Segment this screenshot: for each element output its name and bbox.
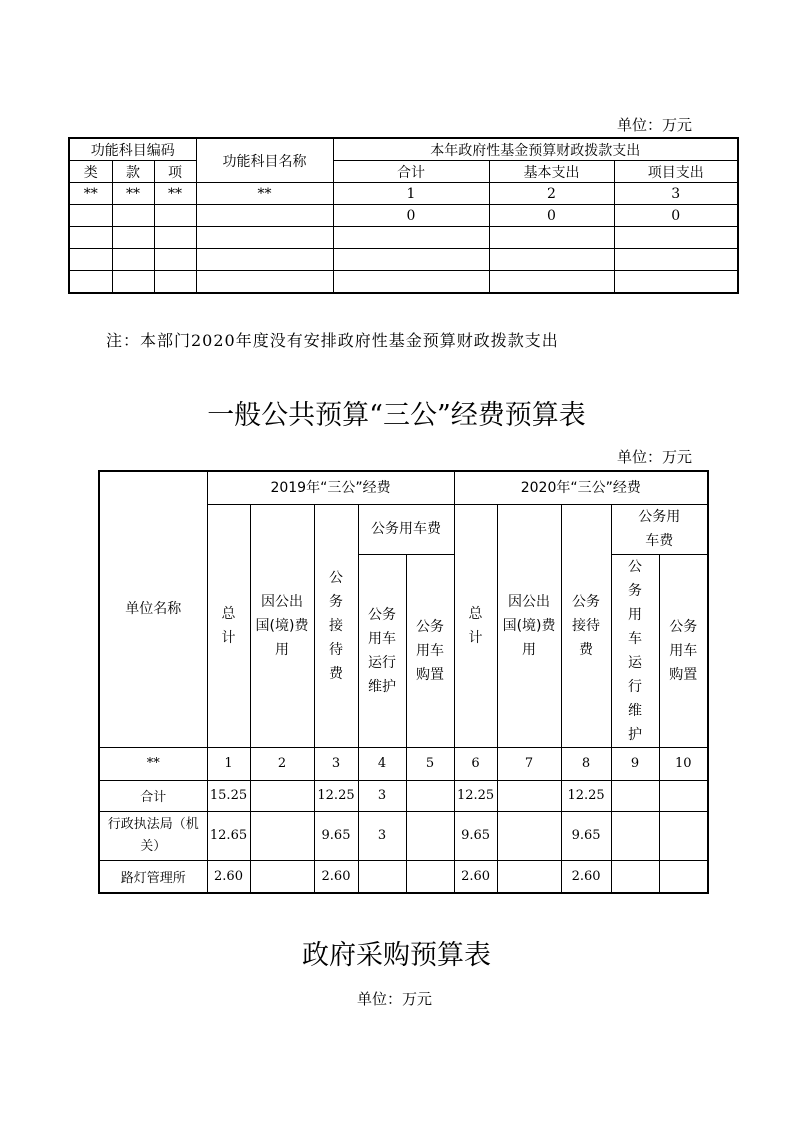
table-cell	[406, 860, 454, 893]
table-cell	[489, 227, 614, 249]
table-row	[69, 271, 738, 294]
header-2020-car-group: 公务用车费	[611, 504, 708, 554]
table-cell	[154, 205, 196, 227]
table-cell	[659, 780, 708, 811]
fund-unit-label: 单位：万元	[617, 116, 693, 134]
table-cell	[196, 249, 333, 271]
table-cell	[154, 249, 196, 271]
header-2019-car-group: 公务用车费	[358, 504, 454, 554]
index-cell: 3	[614, 183, 738, 205]
header-2020-total: 总计	[454, 504, 497, 747]
header-unit-name: 单位名称	[99, 471, 207, 747]
row-unit-name: 合计	[99, 780, 207, 811]
table-cell	[406, 780, 454, 811]
table-cell: 2.60	[207, 860, 250, 893]
table-cell	[614, 271, 738, 294]
table-cell	[358, 860, 406, 893]
header-2019-car-buy: 公务用车购置	[406, 554, 454, 747]
table-cell	[154, 227, 196, 249]
table-row	[69, 227, 738, 249]
table-cell	[250, 811, 314, 860]
table-cell	[69, 271, 112, 294]
table-row	[99, 780, 708, 811]
table-row	[69, 205, 738, 227]
header-expense-group: 本年政府性基金预算财政拨款支出	[333, 138, 738, 161]
fund-note: 注：本部门2020年度没有安排政府性基金预算财政拨款支出	[106, 331, 559, 350]
table-cell	[497, 811, 561, 860]
fund-budget-table	[68, 137, 739, 294]
table-row	[99, 811, 708, 860]
table-cell	[614, 227, 738, 249]
header-2019-abroad: 因公出国(境)费用	[250, 504, 314, 747]
header-2019-car-run: 公务用车运行维护	[358, 554, 406, 747]
index-cell: 8	[561, 747, 611, 780]
table-cell: 9.65	[314, 811, 358, 860]
index-cell: **	[112, 183, 154, 205]
table-cell: 2.60	[454, 860, 497, 893]
table-cell: 12.25	[454, 780, 497, 811]
table-cell: 3	[358, 780, 406, 811]
table-cell	[489, 271, 614, 294]
table-cell	[333, 271, 489, 294]
sangong-budget-table	[98, 470, 709, 894]
table-row	[69, 249, 738, 271]
index-cell: 1	[207, 747, 250, 780]
table-cell: 0	[333, 205, 489, 227]
table-cell: 9.65	[454, 811, 497, 860]
table-cell: 12.25	[314, 780, 358, 811]
header-kuan: 款	[112, 161, 154, 183]
index-cell: 1	[333, 183, 489, 205]
index-cell: **	[69, 183, 112, 205]
index-cell: 2	[250, 747, 314, 780]
index-cell: **	[196, 183, 333, 205]
table-cell	[489, 249, 614, 271]
table-cell	[112, 271, 154, 294]
header-basic: 基本支出	[489, 161, 614, 183]
table-cell: 12.65	[207, 811, 250, 860]
table-row	[99, 860, 708, 893]
sangong-title: 一般公共预算“三公”经费预算表	[207, 400, 586, 431]
table-cell	[69, 205, 112, 227]
table-cell	[614, 249, 738, 271]
index-cell: 9	[611, 747, 659, 780]
index-cell: **	[154, 183, 196, 205]
sangong-unit-label: 单位：万元	[617, 448, 693, 466]
header-2020-group: 2020年“三公”经费	[454, 471, 708, 504]
procurement-title: 政府采购预算表	[302, 940, 491, 971]
index-row	[99, 747, 708, 780]
table-cell	[659, 811, 708, 860]
table-cell	[611, 811, 659, 860]
header-2020-abroad: 因公出国(境)费用	[497, 504, 561, 747]
header-2020-reception: 公务接待费	[561, 504, 611, 747]
table-cell: 12.25	[561, 780, 611, 811]
index-cell: 10	[659, 747, 708, 780]
header-subject-name: 功能科目名称	[196, 138, 333, 183]
index-cell: 6	[454, 747, 497, 780]
table-cell	[611, 780, 659, 811]
table-cell: 15.25	[207, 780, 250, 811]
header-2020-car-buy: 公务用车购置	[659, 554, 708, 747]
table-cell	[611, 860, 659, 893]
index-row	[69, 183, 738, 205]
table-cell	[406, 811, 454, 860]
table-cell	[497, 780, 561, 811]
table-cell: 3	[358, 811, 406, 860]
index-cell: **	[99, 747, 207, 780]
table-cell	[196, 205, 333, 227]
header-2019-group: 2019年“三公”经费	[207, 471, 454, 504]
table-cell	[112, 249, 154, 271]
table-cell	[333, 249, 489, 271]
row-unit-name: 路灯管理所	[99, 860, 207, 893]
table-cell	[112, 227, 154, 249]
index-cell: 3	[314, 747, 358, 780]
table-cell: 2.60	[561, 860, 611, 893]
table-cell	[497, 860, 561, 893]
table-cell	[196, 271, 333, 294]
table-cell	[69, 227, 112, 249]
table-cell	[112, 205, 154, 227]
table-cell	[69, 249, 112, 271]
table-cell	[196, 227, 333, 249]
header-xiang: 项	[154, 161, 196, 183]
index-cell: 4	[358, 747, 406, 780]
row-unit-name: 行政执法局（机关）	[99, 811, 207, 860]
header-2019-reception: 公务接待费	[314, 504, 358, 747]
header-total: 合计	[333, 161, 489, 183]
header-project: 项目支出	[614, 161, 738, 183]
table-cell	[333, 227, 489, 249]
index-cell: 5	[406, 747, 454, 780]
header-2020-car-run: 公务用车运行维护	[611, 554, 659, 747]
procurement-unit-label: 单位：万元	[357, 990, 433, 1008]
table-cell	[659, 860, 708, 893]
table-cell	[250, 860, 314, 893]
table-cell: 0	[614, 205, 738, 227]
header-code-group: 功能科目编码	[69, 138, 196, 161]
header-2019-total: 总计	[207, 504, 250, 747]
table-cell: 9.65	[561, 811, 611, 860]
index-cell: 2	[489, 183, 614, 205]
table-cell	[250, 780, 314, 811]
table-cell: 0	[489, 205, 614, 227]
table-cell	[154, 271, 196, 294]
header-lei: 类	[69, 161, 112, 183]
index-cell: 7	[497, 747, 561, 780]
table-cell: 2.60	[314, 860, 358, 893]
